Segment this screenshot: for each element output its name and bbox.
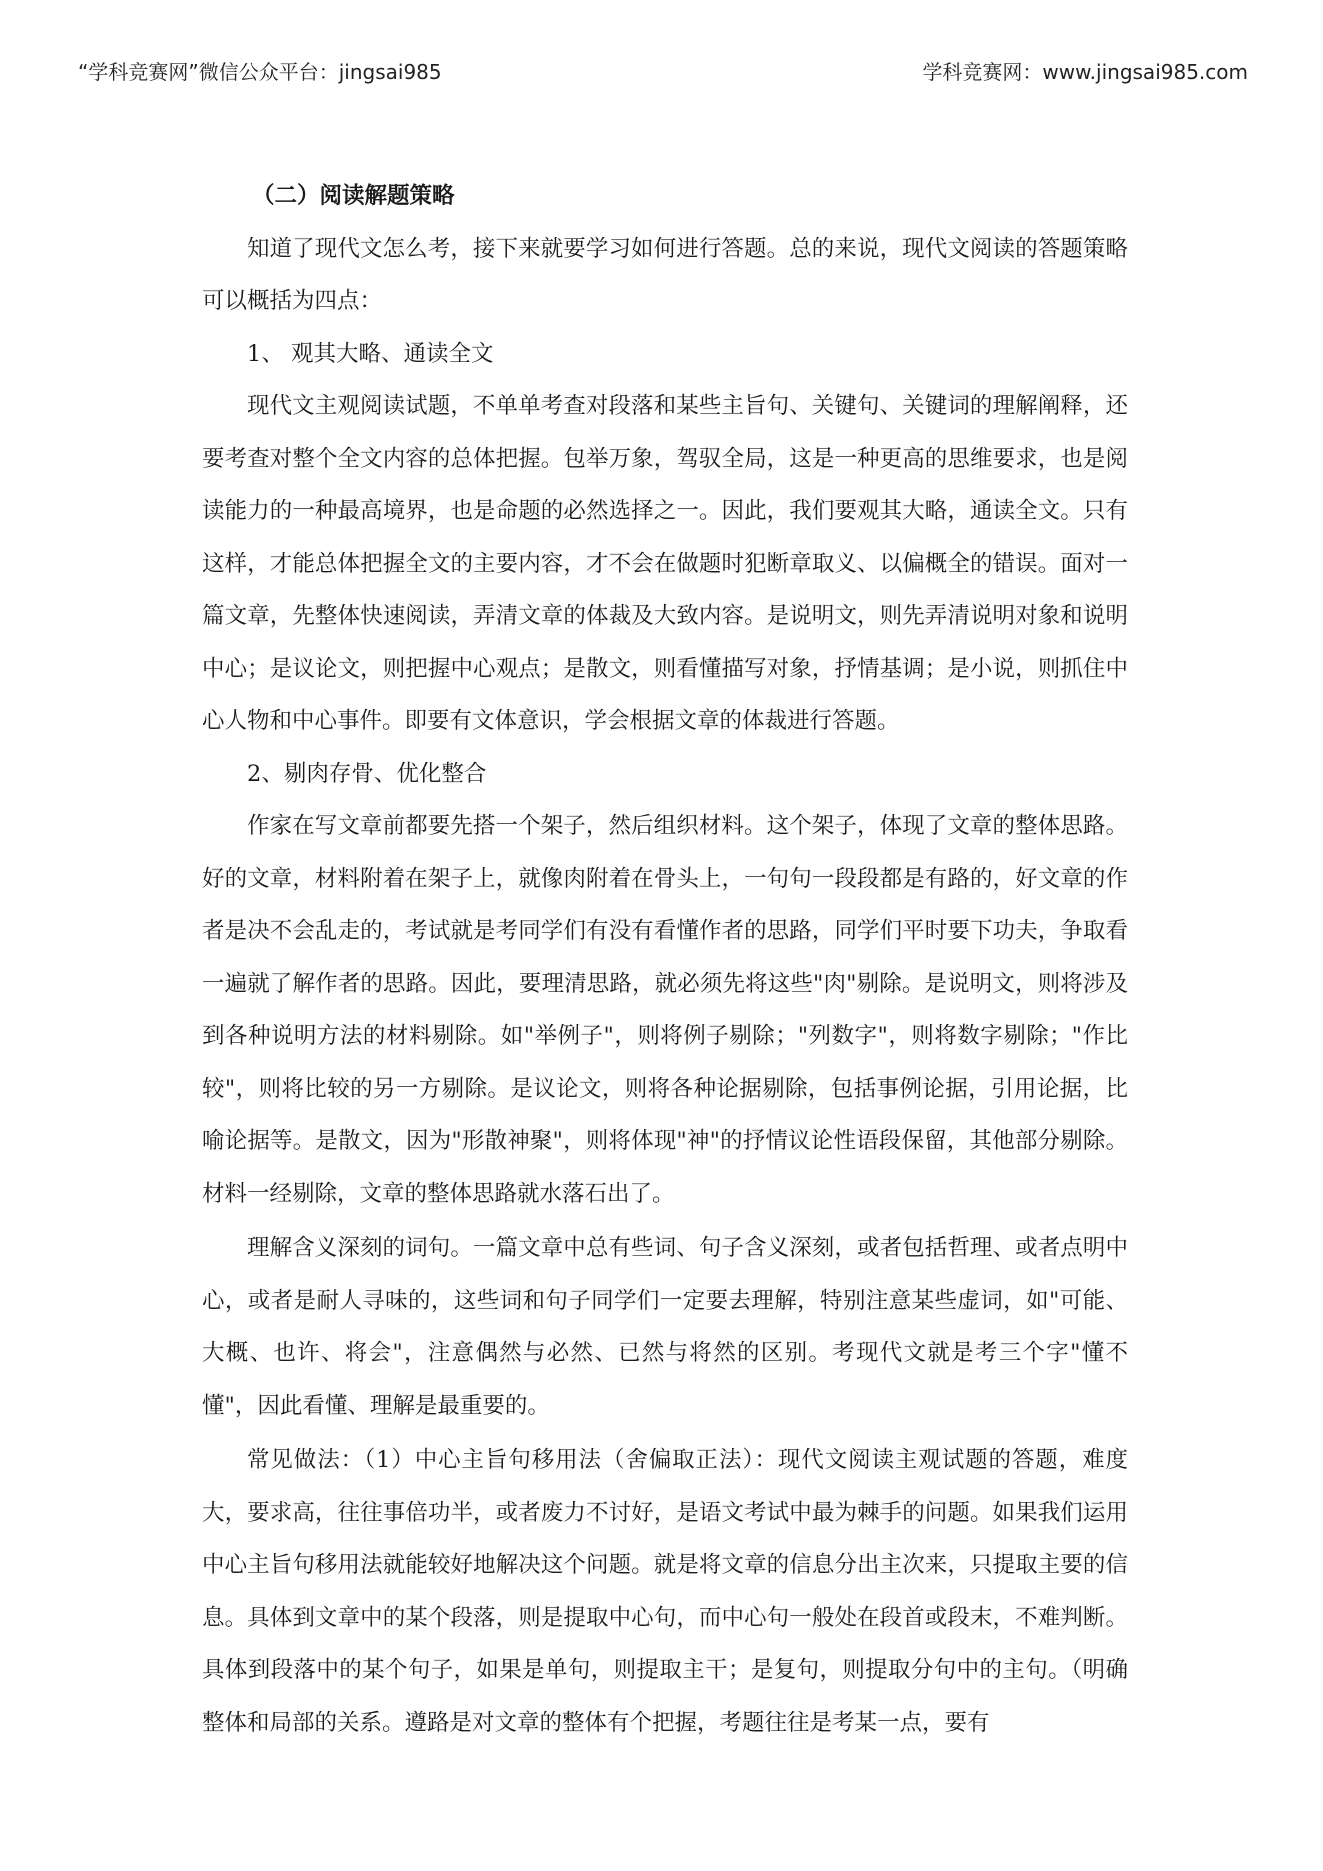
- paragraph-read-through: 现代文主观阅读试题，不单单考查对段落和某些主旨句、关键句、关键词的理解阐释，还要考查对整个全文内容的总体把握。包举万象，驾驭全局，这是一种更高的思维要求，也是阅读能力的一种最高境界，也是命题的必然选择之一。因此，我们要观其大略，通读全文。只有这样，才能总体把握全文的主要内容，才不会在做题时犯断章取义、以偏概全的错误。面对一篇文章，先整体快速阅读，弄清文章的体裁及大致内容。是说明文，则先弄清说明对象和说明中心；是议论文，则把握中心观点；是散文，则看懂描写对象，抒情基调；是小说，则抓住中心人物和中心事件。即要有文体意识，学会根据文章的体裁进行答题。: [202, 393, 1128, 734]
- header-website-text: 学科竞赛网：www.jingsai985.com: [922, 60, 1248, 84]
- document-body: [202, 170, 1128, 1749]
- paragraph-structure: 作家在写文章前都要先搭一个架子，然后组织材料。这个架子，体现了文章的整体思路。好的文章，材料附着在架子上，就像肉附着在骨头上，一句句一段段都是有路的，好文章的作者是决不会乱走的，考试就是考同学们有没有看懂作者的思路，同学们平时要下功夫，争取看一遍就了解作者的思路。因此，要理清思路，就必须先将这些"肉"剔除。是说明文，则将涉及到各种说明方法的材料剔除。如"举例子"，则将例子剔除；"列数字"，则将数字剔除；"作比较"，则将比较的另一方剔除。是议论文，则将各种论据剔除，包括事例论据，引用论据，比喻论据等。是散文，因为"形散神聚"，则将体现"神"的抒情议论性语段保留，其他部分剔除。材料一经剔除，文章的整体思路就水落石出了。: [202, 813, 1128, 1207]
- header-wechat-text: “学科竞赛网”微信公众平台：jingsai985: [78, 60, 442, 84]
- list-item-1-heading: 1、 观其大略、通读全文: [247, 340, 494, 367]
- page-header: [0, 0, 1323, 90]
- section-title: （二）阅读解题策略: [252, 183, 455, 209]
- list-item-2-heading: 2、剔肉存骨、优化整合: [247, 760, 487, 787]
- paragraph-intro: 知道了现代文怎么考，接下来就要学习如何进行答题。总的来说，现代文阅读的答题策略可以概括为四点：: [202, 235, 1128, 314]
- paragraph-common-methods: 常见做法：（1）中心主旨句移用法（舍偏取正法）：现代文阅读主观试题的答题，难度大，要求高，往往事倍功半，或者废力不讨好，是语文考试中最为棘手的问题。如果我们运用中心主旨句移用法就能较好地解决这个问题。就是将文章的信息分出主次来，只提取主要的信息。具体到文章中的某个段落，则是提取中心句，而中心句一般处在段首或段末，不难判断。具体到段落中的某个句子，如果是单句，则提取主干；是复句，则提取分句中的主句。（明确整体和局部的关系。遵路是对文章的整体有个把握，考题往往是考某一点，要有: [202, 1447, 1128, 1736]
- paragraph-meaning: 理解含义深刻的词句。一篇文章中总有些词、句子含义深刻，或者包括哲理、或者点明中心，或者是耐人寻味的，这些词和句子同学们一定要去理解，特别注意某些虚词，如"可能、大概、也许、将会"，注意偶然与必然、已然与将然的区别。考现代文就是考三个字"懂不懂"，因此看懂、理解是最重要的。: [202, 1235, 1128, 1419]
